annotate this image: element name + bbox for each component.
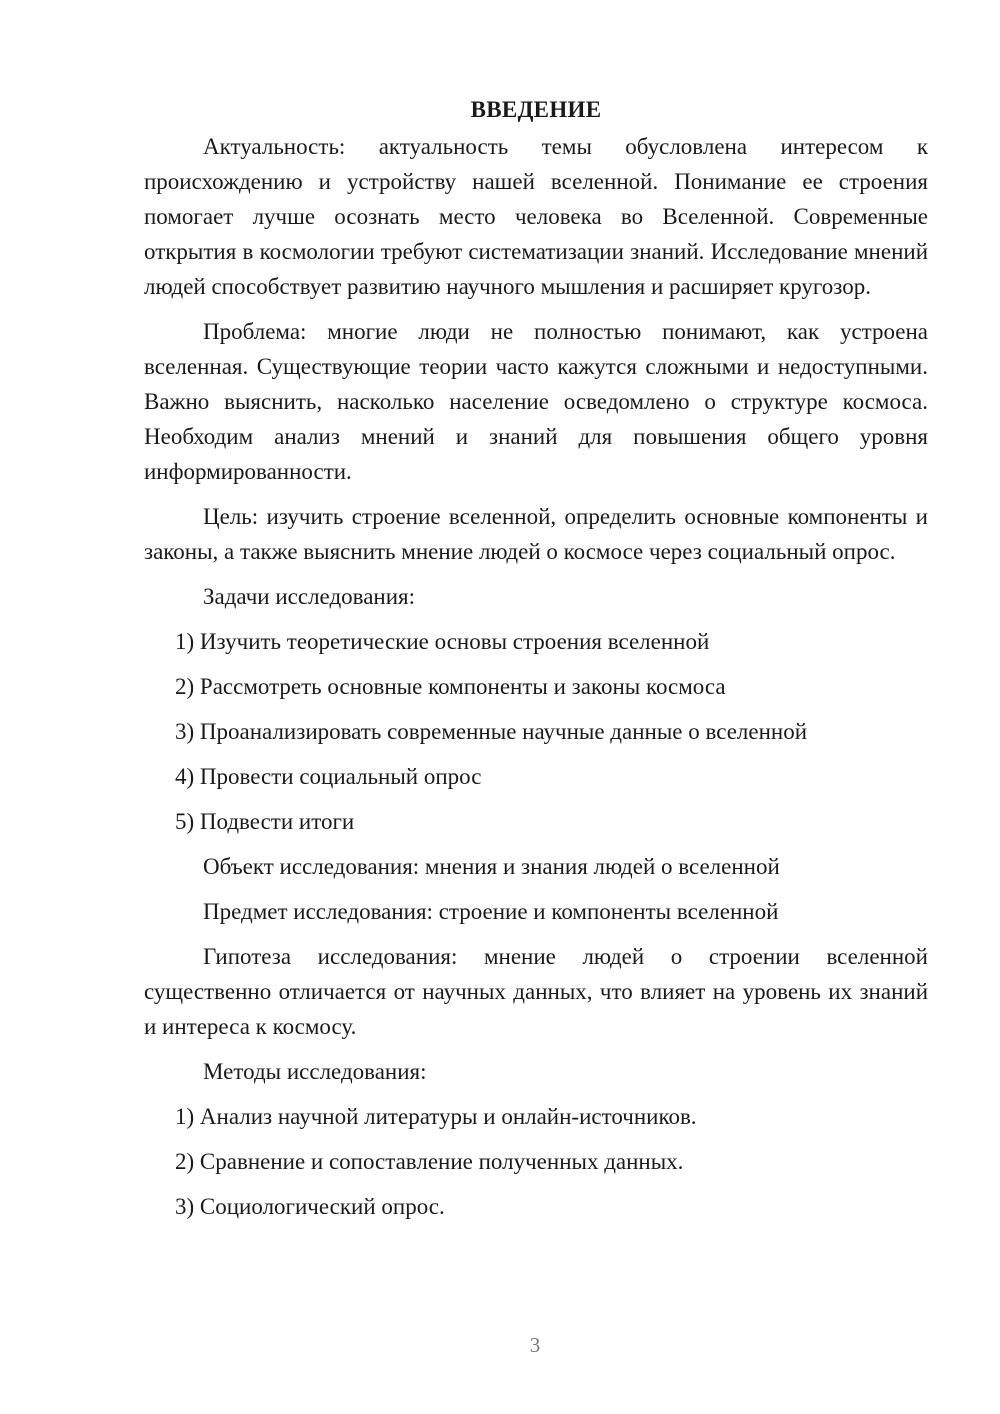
list-item: 5) Подвести итоги [175, 809, 355, 834]
hypothesis-paragraph: Гипотеза исследования: мнение людей о строении вселенной существенно отличается от научных данных, что влияет на уровень их знаний и интереса к космосу. [144, 944, 928, 1039]
list-item: 2) Сравнение и сопоставление полученных данных. [175, 1149, 684, 1174]
goal-paragraph: Цель: изучить строение вселенной, определить основные компоненты и законы, а также выяснить мнение людей о космосе через социальный опрос. [144, 504, 928, 564]
tasks-list [144, 624, 928, 839]
list-item: 3) Социологический опрос. [175, 1194, 445, 1219]
methods-heading: Методы исследования: [203, 1059, 427, 1084]
page-title: ВВЕДЕНИЕ [470, 97, 602, 122]
list-item: 1) Изучить теоретические основы строения вселенной [175, 629, 710, 654]
subject-line: Предмет исследования: строение и компоненты вселенной [203, 899, 779, 924]
tasks-heading: Задачи исследования: [203, 584, 416, 609]
relevance-paragraph: Актуальность: актуальность темы обусловлена интересом к происхождению и устройству нашей вселенной. Понимание ее строения помогает лучше осознать место человека во Вселенной. Современные открытия в космологии требуют систематизации знаний. Исследование мнений людей способствует развитию научного мышления и расширяет кругозор. [144, 134, 928, 299]
list-item: 4) Провести социальный опрос [175, 764, 482, 789]
list-item: 1) Анализ научной литературы и онлайн-источников. [175, 1104, 697, 1129]
object-line: Объект исследования: мнения и знания людей о вселенной [203, 854, 780, 879]
list-item: 2) Рассмотреть основные компоненты и законы космоса [175, 674, 726, 699]
problem-paragraph: Проблема: многие люди не полностью понимают, как устроена вселенная. Существующие теории часто кажутся сложными и недоступными. Важно выяснить, насколько население осведомлено о структуре космоса. Необходим анализ мнений и знаний для повышения общего уровня информированности. [144, 319, 928, 484]
methods-list [144, 1099, 928, 1224]
page-number: 3 [529, 1333, 541, 1357]
page-content [144, 92, 928, 1234]
list-item: 3) Проанализировать современные научные данные о вселенной [175, 719, 808, 744]
